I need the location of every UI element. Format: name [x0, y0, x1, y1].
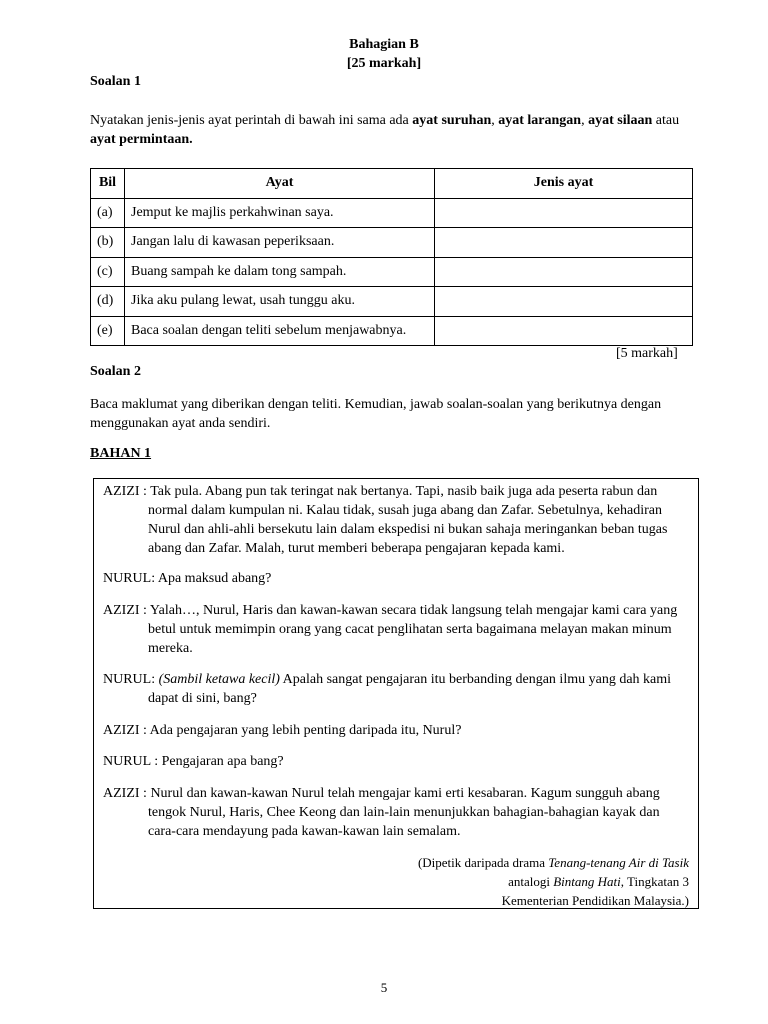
- dialogue-entry: AZIZI : Yalah…, Nurul, Haris dan kawan-kawan secara tidak langsung telah mengajar kami cara yang betul untuk memimpin orang yang cacat penglihatan serta bagaimana melayan makan minum mereka.: [103, 603, 678, 656]
- dialogue-entry: AZIZI : Nurul dan kawan-kawan Nurul telah mengajar kami erti kesabaran. Kagum sungguh abang tengok Nurul, Haris, Chee Keong dan lain-lain menunjukkan bahagian-bahagian kayak dan cara-cara mendayung pada kawan-kawan lain semalam.: [103, 786, 660, 839]
- table-header-row: [91, 169, 693, 199]
- row-sentence: Baca soalan dengan teliti sebelum menjawabnya.: [125, 316, 435, 346]
- dialogue-entry: AZIZI : Ada pengajaran yang lebih penting daripada itu, Nurul?: [103, 723, 462, 738]
- dialogue-entry: NURUL: Apa maksud abang?: [103, 571, 272, 586]
- column-header-bil: Bil: [91, 169, 125, 199]
- answer-cell[interactable]: [435, 228, 693, 258]
- speaker-name: AZIZI: [103, 723, 140, 738]
- row-sentence: Buang sampah ke dalam tong sampah.: [125, 257, 435, 287]
- row-sentence: Jemput ke majlis perkahwinan saya.: [125, 198, 435, 228]
- row-number: (c): [91, 257, 125, 287]
- table-row: [91, 316, 693, 346]
- speaker-name: NURUL: [103, 672, 152, 687]
- question-2-title: Soalan 2: [90, 364, 141, 379]
- row-sentence: Jangan lalu di kawasan peperiksaan.: [125, 228, 435, 258]
- section-marks: [25 markah]: [346, 56, 422, 71]
- question-1-title: Soalan 1: [90, 74, 141, 89]
- answer-cell[interactable]: [435, 198, 693, 228]
- row-number: (e): [91, 316, 125, 346]
- answer-cell[interactable]: [435, 316, 693, 346]
- dialogue-entry: AZIZI : Tak pula. Abang pun tak teringat nak bertanya. Tapi, nasib baik juga ada peserta rabun dan normal dalam kumpulan ni. Kalau tidak, susah juga abang dan Zafar. Sebetulnya, kehadiran Nurul dan ahli-ahli bersekutu lain dalam ekspedisi ni bukan sahaja meringankan beban tugas abang dan Zafar. Malah, turut memberi beberapa pengajaran kepada kami.: [103, 484, 668, 556]
- speaker-name: NURUL: [103, 754, 151, 769]
- table-row: [91, 287, 693, 317]
- table-row: [91, 257, 693, 287]
- row-number: (d): [91, 287, 125, 317]
- row-number: (a): [91, 198, 125, 228]
- bahan-title: BAHAN 1: [90, 446, 152, 461]
- speaker-name: AZIZI: [103, 603, 140, 618]
- row-number: (b): [91, 228, 125, 258]
- dialogue-entry: NURUL: (Sambil ketawa kecil) Apalah sangat pengajaran itu berbanding dengan ilmu yang dah kami dapat di sini, bang?: [103, 672, 672, 706]
- column-header-jenis: Jenis ayat: [435, 169, 693, 199]
- answer-cell[interactable]: [435, 257, 693, 287]
- question-1-table: [90, 168, 693, 346]
- speaker-name: AZIZI: [103, 786, 140, 801]
- source-citation: (Dipetik daripada drama Tenang-tenang Air di Tasik antalogi Bintang Hati, Tingkatan 3 Kementerian Pendidikan Malaysia.): [417, 855, 689, 908]
- question-1-marks: [5 markah]: [616, 346, 678, 361]
- column-header-ayat: Ayat: [125, 169, 435, 199]
- question-1-instruction: Nyatakan jenis-jenis ayat perintah di bawah ini sama ada ayat suruhan, ayat larangan, ayat silaan atau ayat permintaan.: [90, 113, 680, 147]
- question-2-instruction: Baca maklumat yang diberikan dengan teliti. Kemudian, jawab soalan-soalan yang berikutnya dengan menggunakan ayat anda sendiri.: [90, 397, 662, 431]
- dialogue-box: [93, 478, 699, 909]
- speaker-name: AZIZI: [103, 484, 140, 499]
- row-sentence: Jika aku pulang lewat, usah tunggu aku.: [125, 287, 435, 317]
- page-number: 5: [380, 980, 388, 995]
- table-row: [91, 228, 693, 258]
- dialogue-entry: NURUL : Pengajaran apa bang?: [103, 754, 284, 769]
- table-row: [91, 198, 693, 228]
- stage-direction: (Sambil ketawa kecil): [158, 672, 280, 687]
- section-heading: Bahagian B: [349, 37, 419, 52]
- answer-cell[interactable]: [435, 287, 693, 317]
- speaker-name: NURUL: [103, 571, 152, 586]
